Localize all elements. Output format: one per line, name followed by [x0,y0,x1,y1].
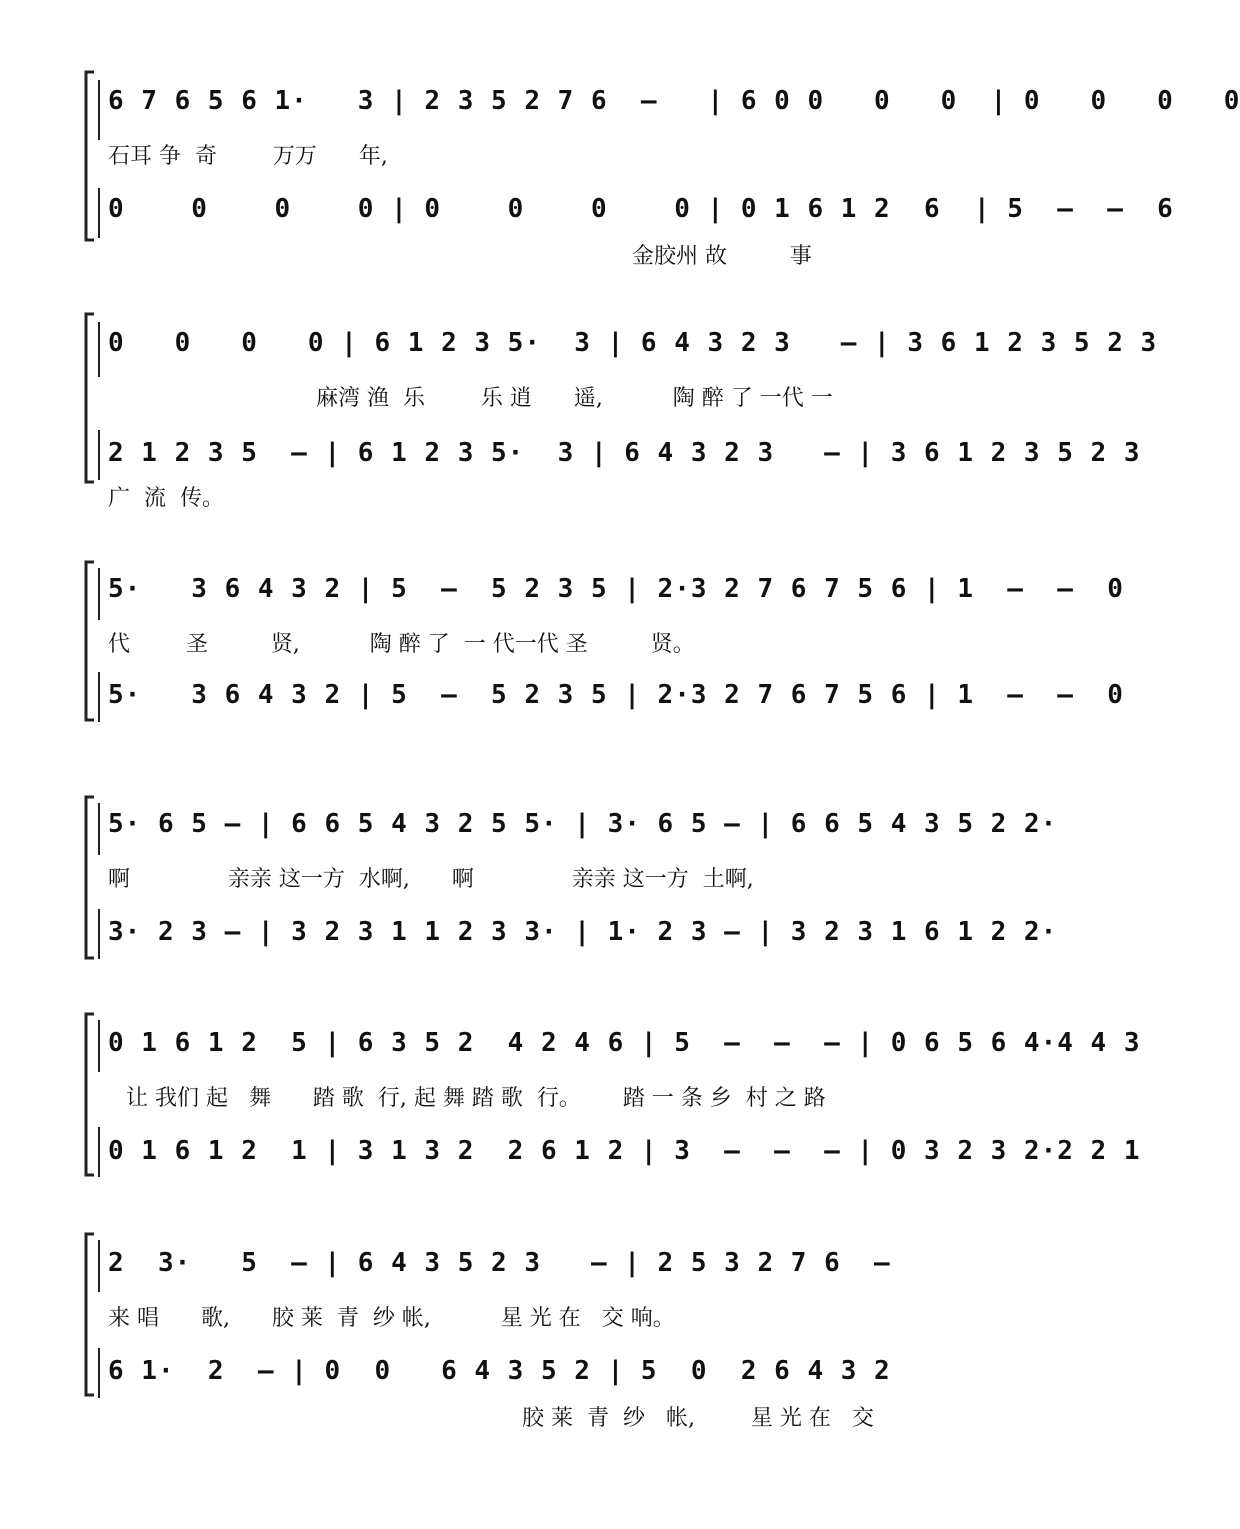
barline [98,803,100,855]
system-3 [0,560,1124,730]
barline [98,909,100,959]
system-5 [0,1012,1141,1187]
barline [98,80,100,140]
barline [98,672,100,722]
system-bracket [80,312,100,487]
upper-voice-lyrics: 代 圣 贤, 陶 醉 了 一 代一代 圣 贤。 [108,632,695,657]
upper-voice-lyrics: 石耳 争 奇 万万 年, [108,144,388,169]
upper-voice-lyrics: 让 我们 起 舞 踏 歌 行, 起 舞 踏 歌 行。 踏 一 条 乡 村 之 路 [126,1086,826,1111]
lower-voice-notes: 3· 2 3 – | 3 2 3 1 1 2 3 3· | 1· 2 3 – | 3 2 3 1 6 1 2 2· [108,917,1058,947]
barline [98,430,100,480]
system-bracket [80,1012,100,1180]
lower-voice-lyrics: 胶 莱 青 纱 帐, 星 光 在 交 [522,1406,874,1431]
system-6 [0,1232,1106,1442]
lower-voice-notes: 5· 3 6 4 3 2 | 5 – 5 2 3 5 | 2·3 2 7 6 7 5 6 | 1 – – 0 [108,680,1124,710]
system-bracket [80,1232,100,1400]
upper-voice-lyrics: 啊 亲亲 这一方 水啊, 啊 亲亲 这一方 土啊, [108,867,754,892]
system-bracket [80,560,100,725]
upper-voice-notes: 6 7 6 5 6 1· 3 | 2 3 5 2 7 6 – | 6 0 0 0 0 | 0 0 0 0 [108,86,1240,116]
system-bracket [80,70,100,245]
lower-voice-notes: 2 1 2 3 5 – | 6 1 2 3 5· 3 | 6 4 3 2 3 – | 3 6 1 2 3 5 2 3 [108,438,1141,468]
upper-voice-notes: 5· 6 5 – | 6 6 5 4 3 2 5 5· | 3· 6 5 – | 6 6 5 4 3 5 2 2· [108,809,1058,839]
lower-voice-notes: 6 1· 2 – | 0 0 6 4 3 5 2 | 5 0 2 6 4 3 2 [108,1356,891,1386]
lower-voice-lyrics: 广 流 传。 [108,486,224,511]
barline [98,1020,100,1072]
lower-voice-lyrics: 金胶州 故 事 [632,244,812,269]
barline [98,568,100,620]
upper-voice-notes: 2 3· 5 – | 6 4 3 5 2 3 – | 2 5 3 2 7 6 – [108,1248,891,1278]
lower-voice-notes: 0 1 6 1 2 1 | 3 1 3 2 2 6 1 2 | 3 – – – | 0 3 2 3 2·2 2 1 [108,1136,1141,1166]
lower-voice-notes: 0 0 0 0 | 0 0 0 0 | 0 1 6 1 2 6 | 5 – – 6 [108,194,1174,224]
barline [98,1348,100,1398]
upper-voice-lyrics: 来 唱 歌, 胶 莱 青 纱 帐, 星 光 在 交 响。 [108,1306,675,1331]
barline [98,1240,100,1292]
upper-voice-notes: 0 0 0 0 | 6 1 2 3 5· 3 | 6 4 3 2 3 – | 3 6 1 2 3 5 2 3 [108,328,1158,358]
system-bracket [80,795,100,963]
upper-voice-notes: 0 1 6 1 2 5 | 6 3 5 2 4 2 4 6 | 5 – – – | 0 6 5 6 4·4 4 3 [108,1028,1141,1058]
barline [98,322,100,377]
system-2 [0,312,1158,512]
system-1 [0,70,1240,269]
barline [98,188,100,238]
upper-voice-lyrics: 麻湾 渔 乐 乐 逍 遥, 陶 醉 了 一代 一 [316,386,833,411]
system-4 [0,795,1106,970]
upper-voice-notes: 5· 3 6 4 3 2 | 5 – 5 2 3 5 | 2·3 2 7 6 7 5 6 | 1 – – 0 [108,574,1124,604]
barline [98,1127,100,1177]
